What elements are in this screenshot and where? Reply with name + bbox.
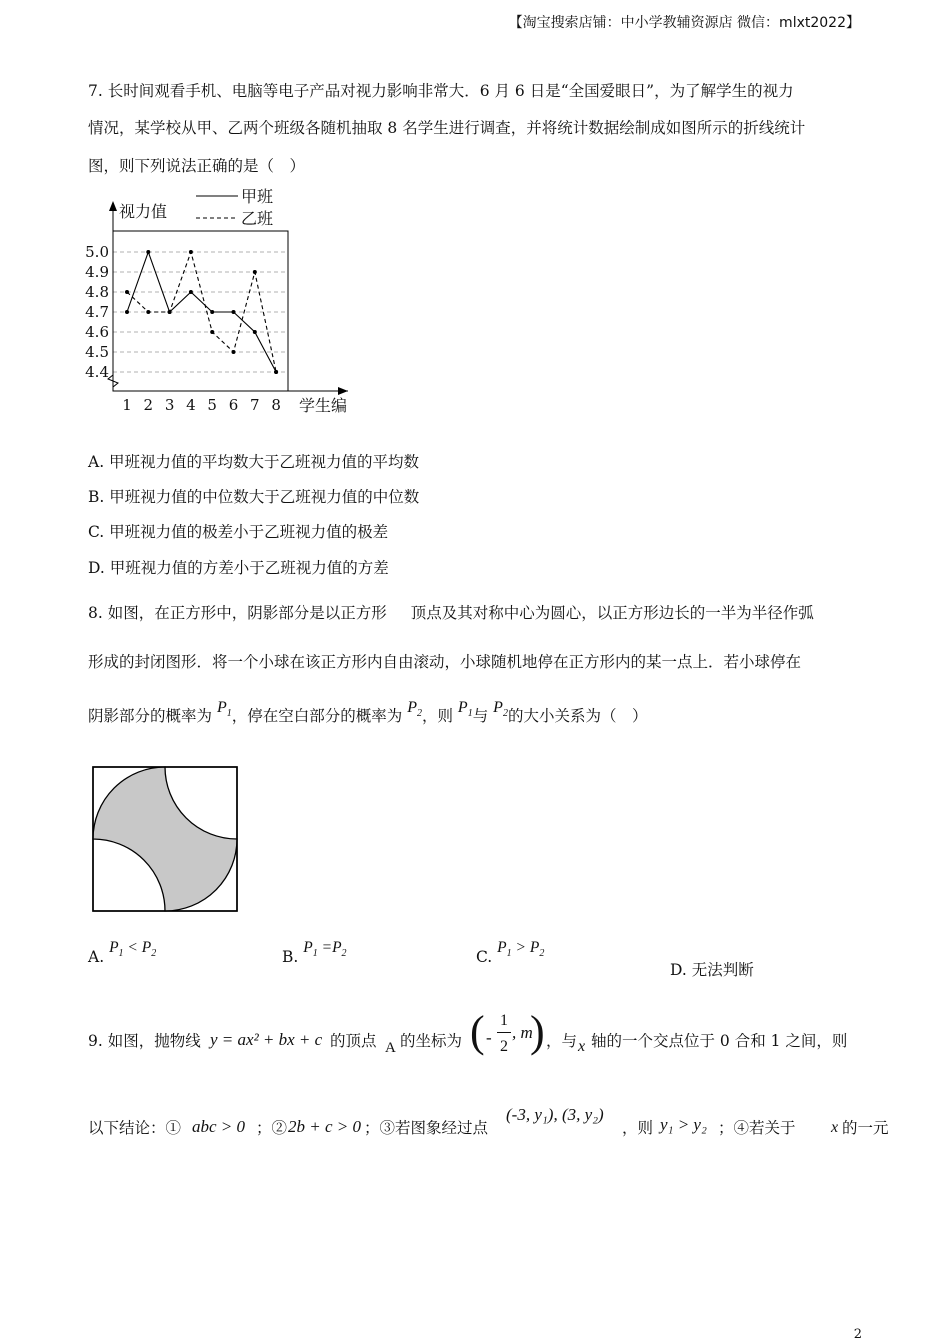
data-point-jia [125,310,129,314]
q8-option-a: A. $P_1 < P_2$ [88,939,157,966]
x-axis-label: 学生编 [299,396,348,415]
x-tick-label: 3 [164,396,175,414]
page-header: 【淘宝搜索店铺：中小学教辅资源店 微信：mlxt2022】 [508,15,860,31]
q8-line-3-c: ，则 [421,707,453,725]
y-tick-label: 4.6 [85,323,109,341]
q8-line-1-a: 8. 如图，在正方形中，阴影部分是以正方形 [88,604,387,622]
y-axis-arrow [109,201,117,211]
x-tick-label: 1 [122,396,132,414]
q9-line-1-a: 9. 如图，抛物线 [88,1032,201,1050]
y-tick-label: 4.8 [85,283,109,301]
q7-option-d: D. 甲班视力值的方差小于乙班视力值的方差 [88,559,389,577]
q8-line-3 [88,699,868,735]
q8-p1-b: $P_1$ [457,699,473,720]
q7-option-c: C. 甲班视力值的极差小于乙班视力值的极差 [88,523,389,541]
q8-line-3-e: 的大小关系为（ ） [507,707,648,725]
q9-line-2: 以下结论：① abc > 0 ；② 2b + c > 0 ；③若图象经过点 (-3, y₁), (3, y₂) ，则 y₁ > y₂ ；④若关于 x 的一元 [88,1105,889,1137]
q8-option-c: C. $P_1 > P_2$ [476,939,545,966]
x-tick-label: 8 [271,396,281,414]
q9-conclusion-2: 2b + c > 0 [288,1117,361,1136]
q9-formula: y = ax² + bx + c [210,1030,323,1049]
q8-line-3-b: ，停在空白部分的概率为 [231,707,403,725]
data-point-yi [189,250,193,254]
vision-line-chart [80,183,370,423]
data-point-jia [232,310,236,314]
q7-option-a: A. 甲班视力值的平均数大于乙班视力值的平均数 [88,453,420,471]
q8-p1: $P_1$ [216,699,232,720]
x-tick-label: 6 [228,396,239,414]
q7-line-2: 情况，某学校从甲、乙两个班级各随机抽取 8 名学生进行调查，并将统计数据绘制成如图所示的折线统计 [88,119,806,137]
q8-line-1-b: 顶点及其对称中心为圆心，以正方形边长的一半为半径作弧 [410,604,814,622]
data-point-jia [253,330,257,334]
y-tick-label: 4.5 [85,343,109,361]
data-point-jia [210,310,214,314]
q9-line-1: 9. 如图，抛物线 y = ax² + bx + c 的顶点 A 的坐标为 ( - 1 2 , m ) ，与 x 轴的一个交点位于 0 合和 1 之间，则 [88,1008,868,1064]
q9-points: (-3, y₁), (3, y₂) [506,1105,604,1124]
q7-line-3: 图，则下列说法正确的是（ ） [88,157,306,175]
legend-label-jia: 甲班 [241,187,274,206]
q7-option-b: B. 甲班视力值的中位数大于乙班视力值的中位数 [88,488,420,506]
q8-line-3-d: 与 [472,707,489,725]
x-tick-label: 5 [207,396,217,414]
data-point-yi [232,350,236,354]
x-tick-label: 2 [143,396,154,414]
data-point-yi [253,270,257,274]
data-point-yi [146,310,150,314]
y-axis-label: 视力值 [119,202,168,221]
data-point-jia [146,250,150,254]
data-point-yi [168,310,172,314]
x-axis-arrow [338,387,348,395]
q8-option-d: D. 无法判断 [670,961,754,979]
q9-line-1-d: ，与 [546,1032,578,1050]
q8-line-3-a: 阴影部分的概率为 [88,707,213,725]
q8-p2-b: $P_2$ [493,699,508,720]
q9-conclusion-3: y₁ > y₂ [660,1115,707,1134]
data-point-yi [125,290,129,294]
legend-label-yi: 乙班 [241,209,274,228]
square-shaded-figure [90,764,240,914]
y-tick-label: 5.0 [85,243,109,261]
x-tick-label: 4 [186,396,196,414]
x-tick-label: 7 [250,396,260,414]
q7-line-1: 7. 长时间观看手机、电脑等电子产品对视力影响非常大．6 月 6 日是“全国爱眼日”，为了解学生的视力 [88,82,794,100]
y-tick-label: 4.9 [85,263,109,281]
q8-line-2: 形成的封闭图形．将一个小球在该正方形内自由滚动，小球随机地停在正方形内的某一点上．若小球停在 [88,653,802,671]
q8-line-1 [88,602,868,624]
q9-vertex: A [385,1040,396,1056]
q9-line-1-e: 轴的一个交点位于 0 合和 1 之间，则 [591,1032,848,1050]
data-point-yi [210,330,214,334]
q8-option-b: B. $P_1 =P_2$ [282,939,347,966]
q9-line-1-b: 的顶点 [330,1032,377,1050]
plot-frame [113,231,288,391]
y-tick-label: 4.4 [85,363,109,381]
data-point-jia [189,290,193,294]
q9-frac-den: 2 [500,1038,508,1055]
y-tick-label: 4.7 [85,303,109,321]
page-number: 2 [853,1327,862,1342]
q8-p2: $P_2$ [407,699,422,720]
q9-frac-num: 1 [500,1012,508,1029]
q9-conclusion-1: abc > 0 [192,1117,246,1136]
data-point-yi [274,370,278,374]
q9-line-1-c: 的坐标为 [400,1032,463,1050]
